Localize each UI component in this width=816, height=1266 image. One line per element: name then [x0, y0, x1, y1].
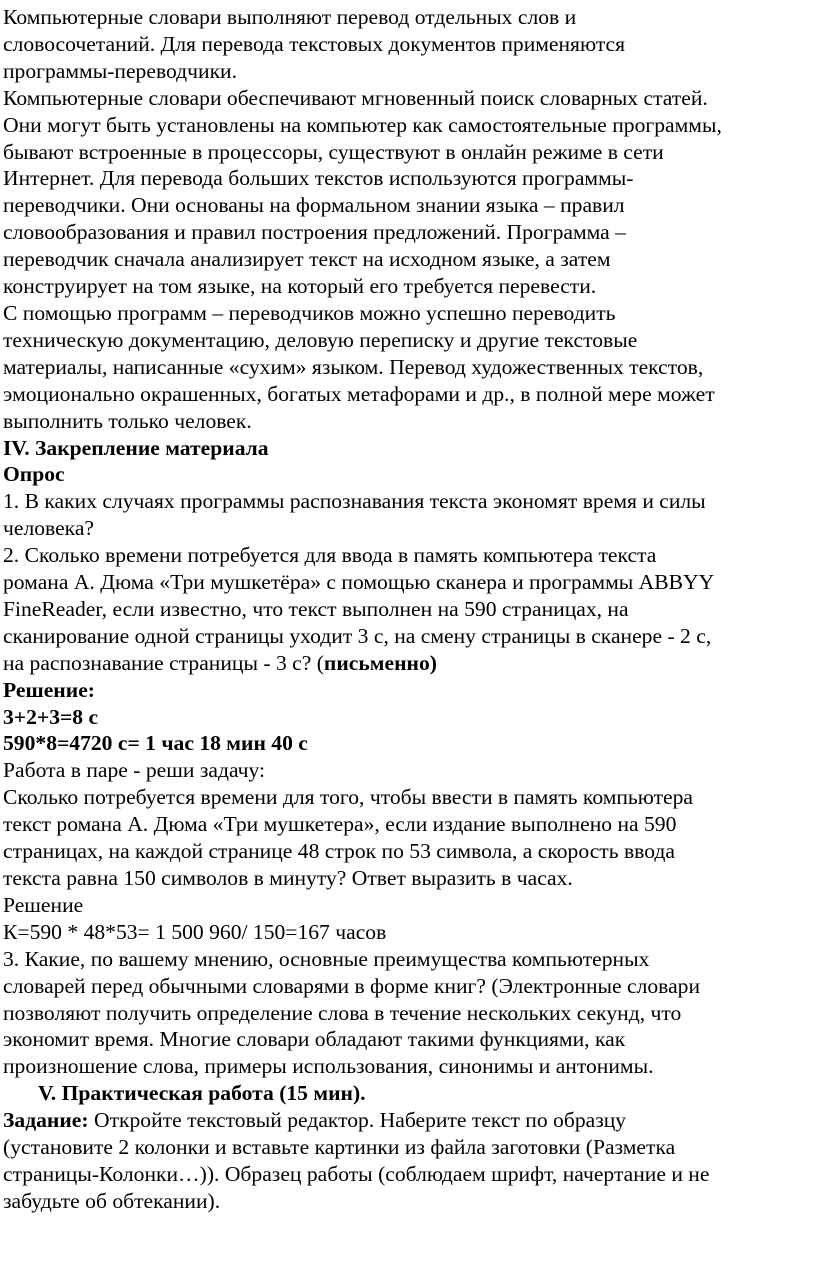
solution-label: Решение	[3, 892, 84, 917]
solution-line: К=590 * 48*53= 1 500 960/ 150=167 часов	[3, 919, 387, 944]
text-line: переводчик сначала анализирует текст на исходном языке, а затем	[3, 247, 611, 272]
text-line: эмоционально окрашенных, богатых метафорами и др., в полной мере может	[3, 381, 715, 406]
task-line	[3, 1107, 808, 1134]
question-text: на распознавание страницы - 3 с? (	[3, 650, 324, 675]
text-line: текст романа А. Дюма «Три мушкетера», если издание выполнено на 590	[3, 812, 677, 837]
question-line: романа А. Дюма «Три мушкетёра» с помощью сканера и программы ABBYY	[3, 570, 715, 595]
text-line: Они могут быть установлены на компьютер как самостоятельные программы,	[3, 112, 722, 137]
text-line: программы-переводчики.	[3, 58, 238, 83]
task-label: Задание:	[3, 1108, 89, 1133]
question-line: позволяют получить определение слова в течение нескольких секунд, что	[3, 1000, 682, 1025]
question-line: 2. Сколько времени потребуется для ввода в память компьютера текста	[3, 543, 657, 568]
question-line: экономит время. Многие словари обладают такими функциями, как	[3, 1027, 626, 1052]
text-line: Интернет. Для перевода больших текстов используются программы-	[3, 166, 634, 191]
text-line: техническую документацию, деловую переписку и другие текстовые	[3, 327, 638, 352]
text-line: Компьютерные словари выполняют перевод отдельных слов и	[3, 5, 577, 29]
question-line	[3, 650, 808, 677]
question-line: словарей перед обычными словарями в форме книг? (Электронные словари	[3, 973, 701, 998]
question-line: человека?	[3, 516, 95, 541]
text-line: конструирует на том языке, на который его требуется перевести.	[3, 274, 597, 299]
section-heading: IV. Закрепление материала	[3, 435, 269, 460]
solution-line: 590*8=4720 с= 1 час 18 мин 40 с	[3, 731, 308, 756]
subheading: Опрос	[3, 462, 65, 487]
text-line: материалы, написанные «сухим» языком. Перевод художественных текстов,	[3, 354, 704, 379]
text-line: словообразования и правил построения предложений. Программа –	[3, 220, 626, 245]
text-line: текста равна 150 символов в минуту? Ответ выразить в часах.	[3, 866, 573, 890]
written-note: письменно)	[323, 650, 437, 675]
text-line: С помощью программ – переводчиков можно успешно переводить	[3, 300, 616, 325]
text-line: Компьютерные словари обеспечивают мгновенный поиск словарных статей.	[3, 85, 708, 110]
text-line: Сколько потребуется времени для того, чтобы ввести в память компьютера	[3, 785, 694, 810]
text-line: словосочетаний. Для перевода текстовых документов применяются	[3, 31, 626, 56]
task-text: Откройте текстовый редактор. Наберите текст по образцу	[88, 1108, 627, 1133]
section-heading: V. Практическая работа (15 мин).	[38, 1081, 366, 1106]
question-line: 1. В каких случаях программы распознавания текста экономят время и силы	[3, 489, 706, 514]
question-line: FineReader, если известно, что текст выполнен на 590 страницах, на	[3, 596, 629, 621]
solution-line: 3+2+3=8 с	[3, 704, 99, 729]
task-line: забудьте об обтекании).	[3, 1188, 221, 1213]
question-line: сканирование одной страницы уходит 3 с, на смену страницы в сканере - 2 с,	[3, 623, 712, 648]
text-line: выполнить только человек.	[3, 408, 252, 433]
text-line: Работа в паре - реши задачу:	[3, 758, 266, 783]
solution-heading: Решение:	[3, 677, 95, 702]
text-line: переводчики. Они основаны на формальном знании языка – правил	[3, 193, 625, 218]
task-line: страницы-Колонки…)). Образец работы (соблюдаем шрифт, начертание и не	[3, 1161, 710, 1186]
question-line: 3. Какие, по вашему мнению, основные преимущества компьютерных	[3, 946, 650, 971]
text-line: страницах, на каждой странице 48 строк по 53 символа, а скорость ввода	[3, 839, 675, 864]
task-line: (установите 2 колонки и вставьте картинки из файла заготовки (Разметка	[3, 1135, 676, 1160]
question-line: произношение слова, примеры использования, синонимы и антонимы.	[3, 1054, 654, 1079]
text-line: бывают встроенные в процессоры, существуют в онлайн режиме в сети	[3, 139, 664, 164]
